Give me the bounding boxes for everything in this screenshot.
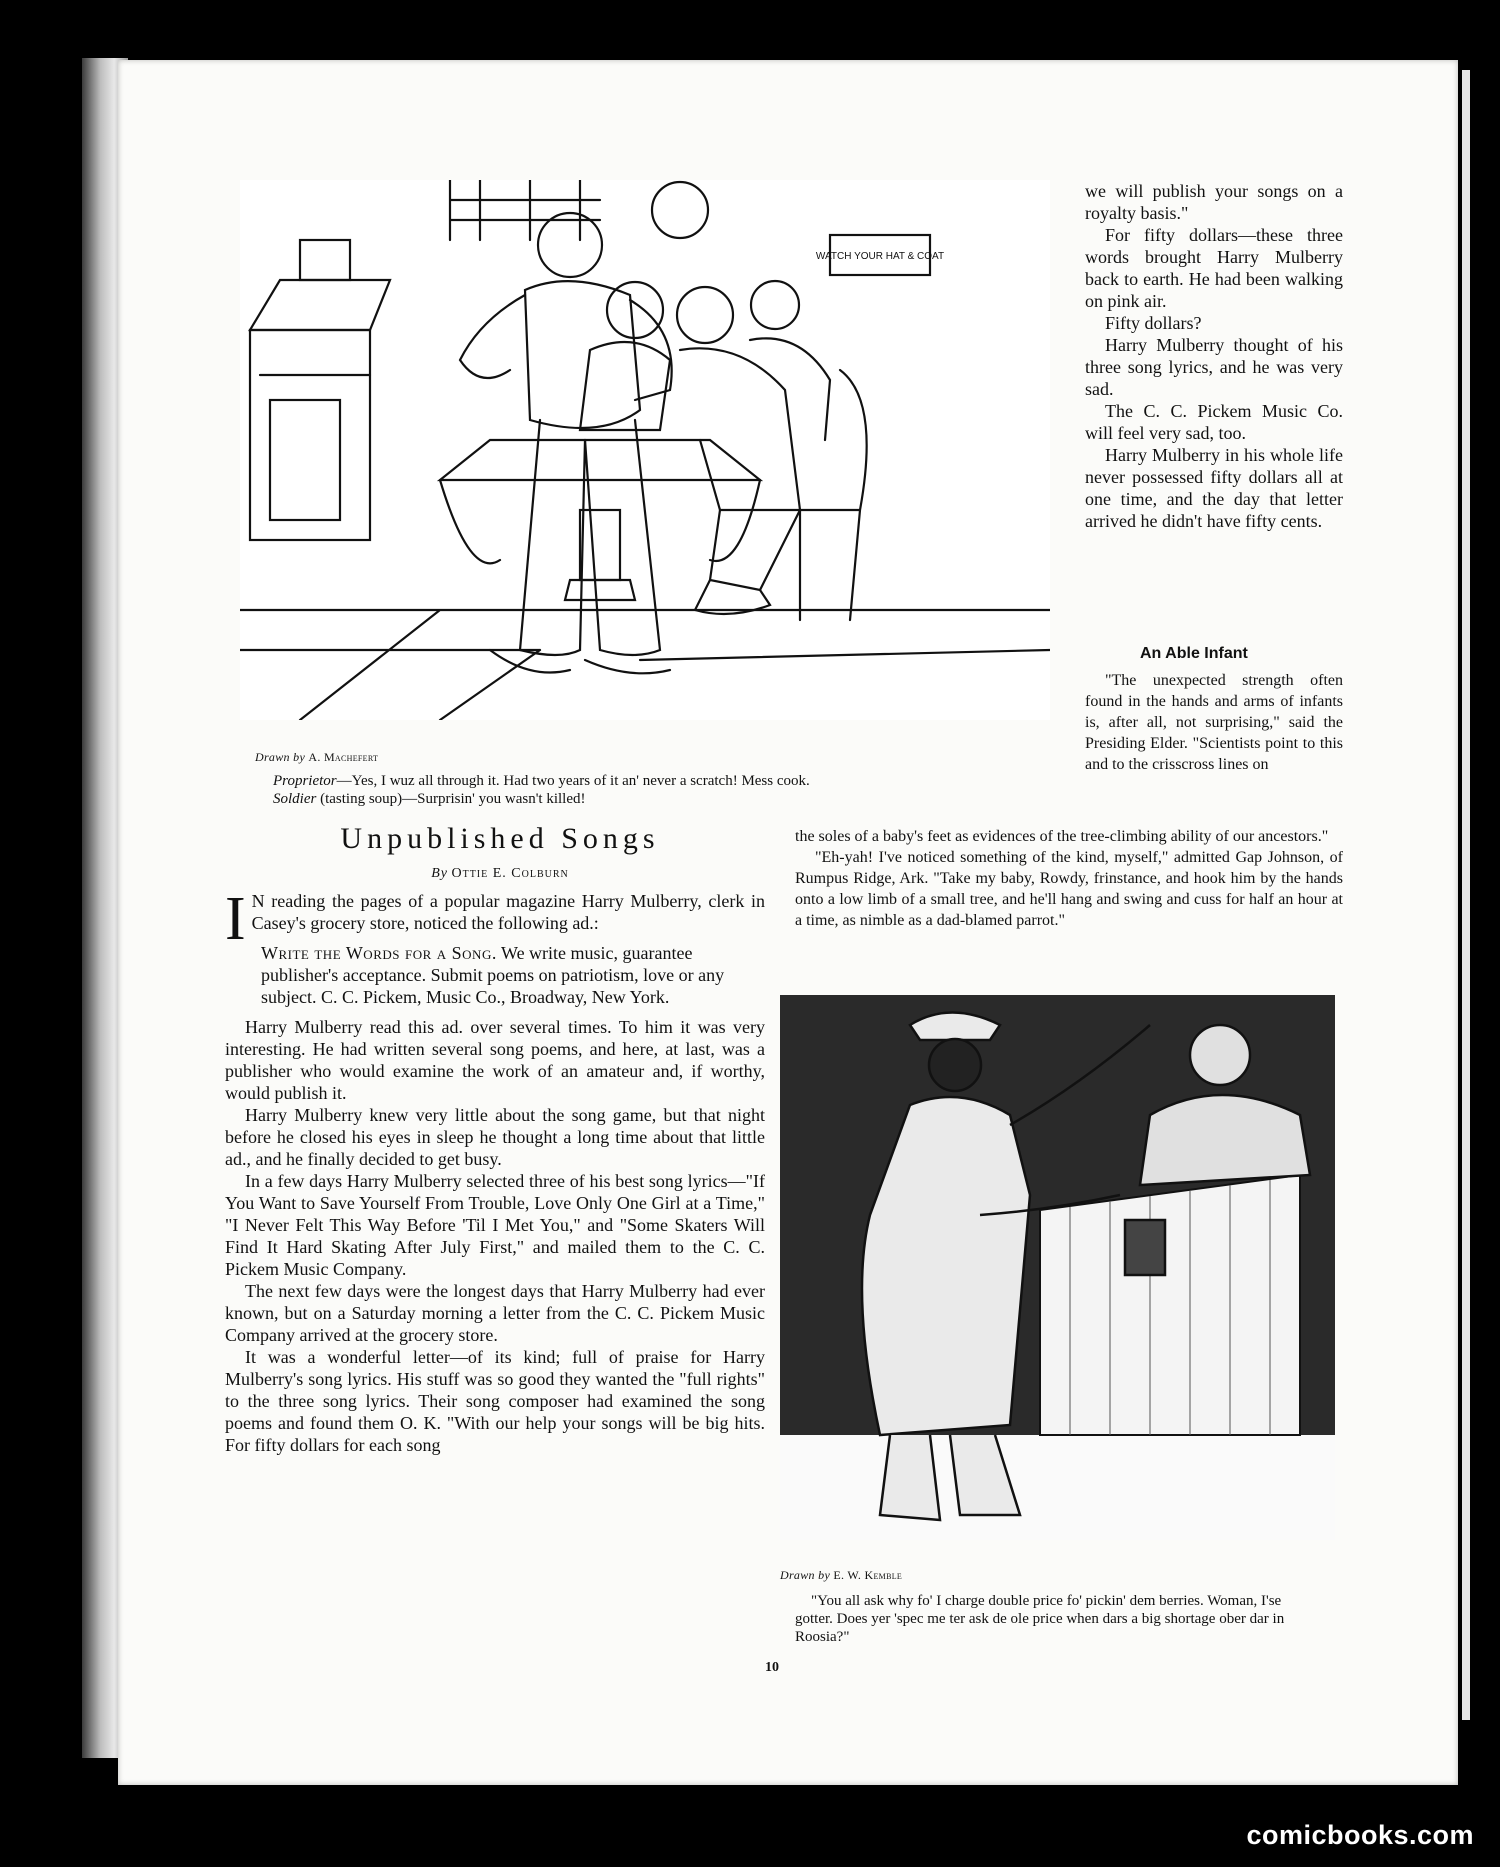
fence-drawing xyxy=(780,995,1335,1540)
credit-name: A. Machefert xyxy=(308,750,379,764)
continuation-paragraph: The C. C. Pickem Music Co. will feel very sad, too. xyxy=(1085,401,1343,443)
article-title: Unpublished Songs xyxy=(340,822,660,855)
second-article-title: An Able Infant xyxy=(1140,645,1248,662)
second-article-paragraph-2: "Eh-yah! I've noticed something of the kind, myself," admitted Gap Johnson, of Rumpus Ridge, Ark. "Take my baby, Rowdy, frinstance, and hook him by the hands onto a low limb of a small tree, and he'll hang and swing and cuss for half an hour at a time, as nimble as a dad-blamed parrot." xyxy=(795,849,1343,929)
bottom-illustration-credit xyxy=(780,1568,902,1583)
caption-speaker-1: Proprietor xyxy=(273,773,337,789)
fence-illustration xyxy=(780,995,1335,1540)
page-number: 10 xyxy=(765,1660,779,1675)
ad-lead: Write the Words for a Song. xyxy=(261,943,497,963)
quoted-ad xyxy=(261,942,765,1008)
second-article-narrow xyxy=(1085,670,1343,775)
credit-name: E. W. Kemble xyxy=(833,1568,903,1582)
article-byline xyxy=(225,866,775,882)
caption-speaker-2: Soldier xyxy=(273,791,317,807)
body-paragraph: The next few days were the longest days that Harry Mulberry had ever known, but on a Saturday morning a letter from the C. C. Pickem Music Company arrived at the grocery store. xyxy=(225,1281,765,1345)
page-edge-strip xyxy=(1462,70,1470,1720)
second-article-wide xyxy=(795,826,1343,931)
continuation-paragraph: Harry Mulberry in his whole life never possessed fifty dollars all at one time, and the day that letter arrived he didn't have fifty cents. xyxy=(1085,445,1343,531)
diner-sign: WATCH YOUR HAT & COAT xyxy=(815,251,945,262)
ad-body: We write music, guarantee publisher's acceptance. Submit poems on patriotism, love or any subject. C. C. Pickem, Music Co., Broadway, New York. xyxy=(261,943,725,1007)
continuation-paragraph: For fifty dollars—these three words brought Harry Mulberry back to earth. He had been walking on pink air. xyxy=(1085,225,1343,311)
credit-prefix: Drawn by xyxy=(780,1568,831,1582)
caption-text-2: (tasting soup)—Surprisin' you wasn't killed! xyxy=(316,791,586,807)
diner-drawing xyxy=(240,180,1050,720)
drop-cap: I xyxy=(225,885,246,953)
byline-prefix: By xyxy=(431,866,448,881)
intro-text: N reading the pages of a popular magazine Harry Mulberry, clerk in Casey's grocery store, noticed the following ad.: xyxy=(251,891,765,933)
byline-author: Ottie E. Colburn xyxy=(451,866,569,881)
continuation-paragraph: Harry Mulberry thought of his three song lyrics, and he was very sad. xyxy=(1085,335,1343,399)
article-continuation xyxy=(1085,180,1343,532)
top-illustration-caption xyxy=(273,772,1053,808)
site-watermark: comicbooks.com xyxy=(1246,1820,1474,1850)
continuation-paragraph: we will publish your songs on a royalty basis." xyxy=(1085,181,1343,223)
article-body-left xyxy=(225,885,765,1456)
body-paragraph: It was a wonderful letter—of its kind; full of praise for Harry Mulberry's song lyrics. His stuff was so good they wanted the "full rights" to the three song lyrics. Their song composer had examined the song poems and found them O. K. "With our help your songs will be big hits. For fifty dollars for each song xyxy=(225,1347,765,1455)
body-paragraph: Harry Mulberry knew very little about the song game, but that night before he closed his eyes in sleep he thought a long time about that little ad., and he finally decided to get busy. xyxy=(225,1105,765,1169)
body-paragraph: In a few days Harry Mulberry selected three of his best song lyrics—"If You Want to Save Yourself From Trouble, Love Only One Girl at a Time," "I Never Felt This Way Before 'Til I Met You," and "Some Skaters Will Find It Hard Skating After July First," and mailed them to the C. C. Pickem Music Company. xyxy=(225,1171,765,1279)
credit-prefix: Drawn by xyxy=(255,750,306,764)
caption-text-1: —Yes, I wuz all through it. Had two years of it an' never a scratch! Mess cook. xyxy=(336,773,810,789)
bottom-illustration-caption: "You all ask why fo' I charge double price fo' pickin' dem berries. Woman, I'se gotter. Does yer 'spec me ter ask de ole price when dars a big shortage ober dar in Roosia?" xyxy=(795,1593,1285,1645)
second-article-text: "The unexpected strength often found in the hands and arms of infants is, after all, not surprising," said the Presiding Elder. "Scientists point to this and to the crisscross lines on xyxy=(1085,672,1343,773)
continuation-paragraph: Fifty dollars? xyxy=(1105,313,1202,333)
top-illustration-credit xyxy=(255,750,378,765)
second-article-text-wide: the soles of a baby's feet as evidences of the tree-climbing ability of our ancestors." xyxy=(795,828,1329,845)
body-paragraph: Harry Mulberry read this ad. over several times. To him it was very interesting. He had written several song poems, and here, at last, was a publisher who would examine the work of an amateur and, if worthy, would publish it. xyxy=(225,1017,765,1103)
diner-illustration xyxy=(240,180,1050,720)
